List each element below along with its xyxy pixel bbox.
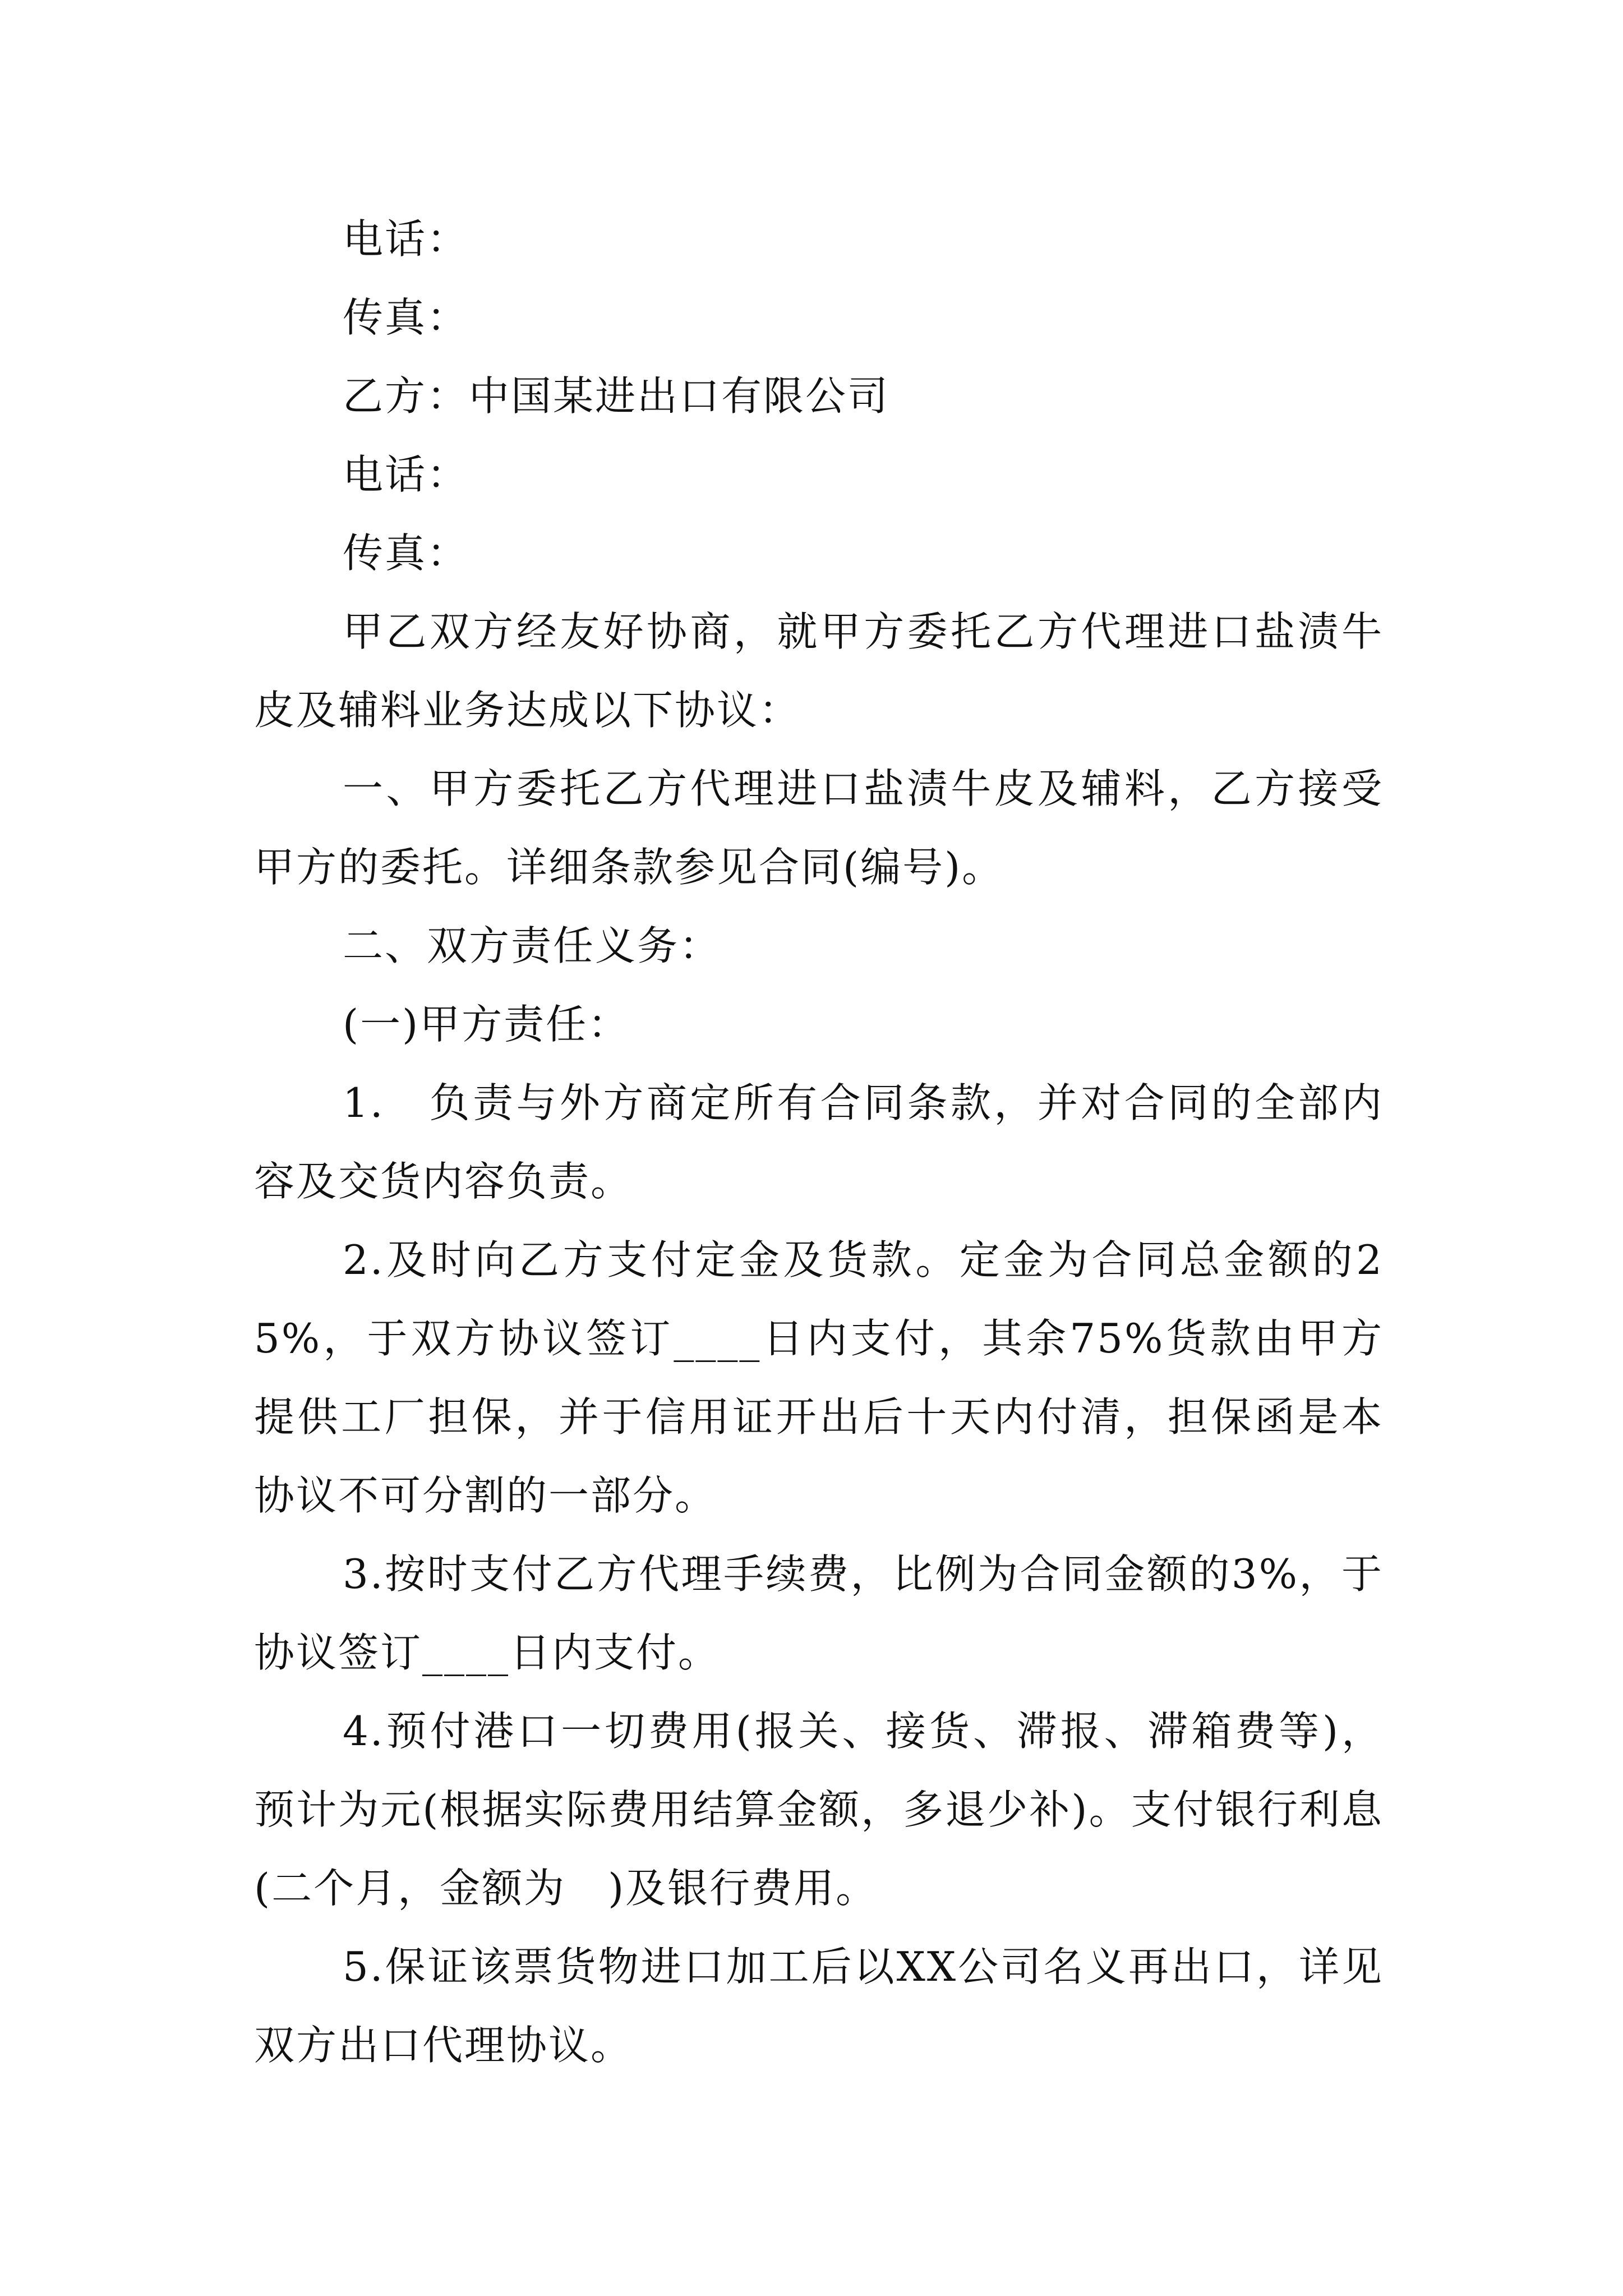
paragraph-duty-5: 5.保证该票货物进口加工后以XX公司名义再出口，详见双方出口代理协议。 — [254, 1943, 1384, 2069]
paragraph-fax-1: 传真： — [343, 294, 469, 341]
paragraph-duty-4: 4.预付港口一切费用(报关、接货、滞报、滞箱费等)，预计为元(根据实际费用结算金额，多退少补)。支付银行利息(二个月，金额为 )及银行费用。 — [254, 1708, 1384, 1912]
paragraph-preamble: 甲乙双方经友好协商，就甲方委托乙方代理进口盐渍牛皮及辅料业务达成以下协议： — [254, 608, 1384, 734]
paragraph-clause-1: 一、甲方委托乙方代理进口盐渍牛皮及辅料，乙方接受甲方的委托。详细条款参见合同(编号)。 — [254, 765, 1384, 891]
paragraph-duty-1: 1. 负责与外方商定所有合同条款，并对合同的全部内容及交货内容负责。 — [254, 1079, 1384, 1205]
paragraph-party-a-duties-heading: (一)甲方责任： — [343, 1001, 630, 1048]
paragraph-clause-2-heading: 二、双方责任义务： — [343, 922, 722, 969]
paragraph-phone-2: 电话： — [343, 451, 469, 498]
paragraph-duty-2: 2.及时向乙方支付定金及货款。定金为合同总金额的25%，于双方协议签订____日内支付，其余75%货款由甲方提供工厂担保，并于信用证开出后十天内付清，担保函是本协议不可分割的一部分。 — [254, 1236, 1384, 1519]
paragraph-duty-3: 3.按时支付乙方代理手续费，比例为合同金额的3%，于协议签订____日内支付。 — [254, 1550, 1384, 1676]
paragraph-phone-1: 电话： — [343, 215, 469, 263]
paragraph-party-b: 乙方：中国某进出口有限公司 — [343, 372, 890, 420]
document-body — [254, 200, 1384, 2085]
paragraph-fax-2: 传真： — [343, 530, 469, 577]
